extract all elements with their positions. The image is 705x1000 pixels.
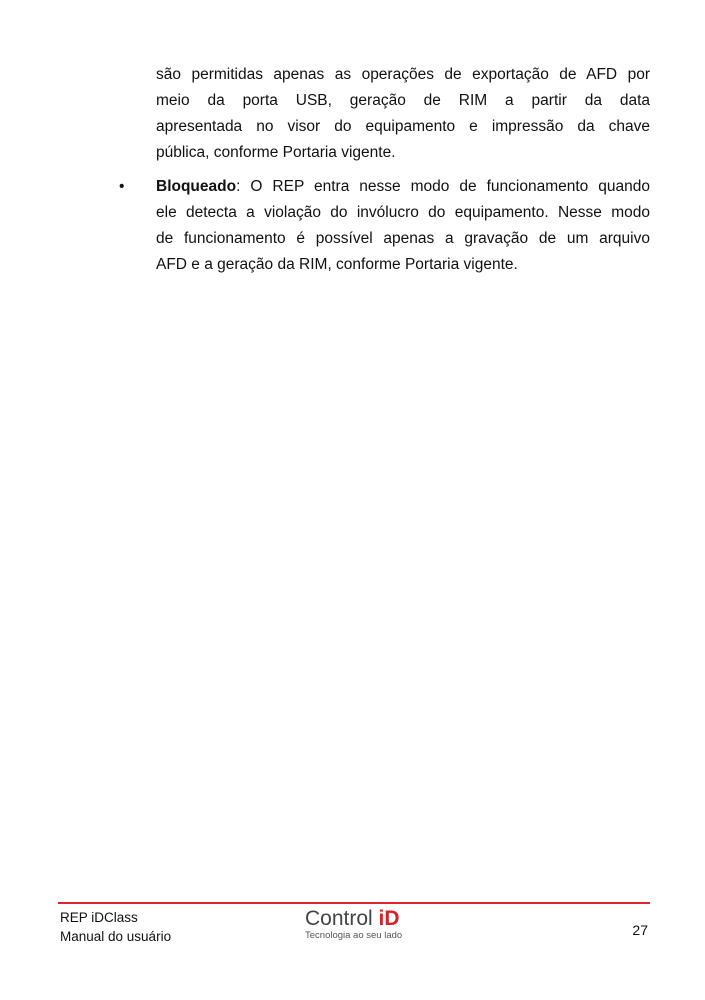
footer-product-name: REP iDClass xyxy=(60,910,138,925)
text-line: AFD e a geração da RIM, conforme Portaria vigente. xyxy=(156,256,518,273)
logo-tagline: Tecnologia ao seu lado xyxy=(305,930,403,941)
text-line: apresentada no visor do equipamento e impressão da chave xyxy=(156,118,650,135)
text-line: são permitidas apenas as operações de exportação de AFD por xyxy=(156,66,650,83)
footer-document-title: Manual do usuário xyxy=(60,929,172,944)
control-id-logo xyxy=(305,908,415,948)
bullet-term: Bloqueado xyxy=(156,178,237,195)
bullet-item-bloqueado xyxy=(119,174,650,278)
text-line: pública, conforme Portaria vigente. xyxy=(156,144,396,161)
page-number: 27 xyxy=(632,922,648,938)
bullet-marker: • xyxy=(119,178,125,195)
logo-name: Control xyxy=(305,907,379,930)
text-line: de funcionamento é possível apenas a gravação de um arquivo xyxy=(156,230,650,247)
text-line: meio da porta USB, geração de RIM a partir da data xyxy=(156,92,650,109)
document-body xyxy=(119,62,650,278)
text-line xyxy=(156,174,650,200)
logo-wordmark xyxy=(305,908,415,930)
bullet-first-line-rest: : O REP entra nesse modo de funcionamento quando xyxy=(236,178,650,195)
bullet-paragraph xyxy=(156,174,650,278)
logo-brand-mark: iD xyxy=(378,907,400,930)
continuation-paragraph xyxy=(156,62,650,166)
footer-divider xyxy=(58,902,650,904)
text-line: ele detecta a violação do invólucro do equipamento. Nesse modo xyxy=(156,204,650,221)
footer-doc-info xyxy=(60,908,171,946)
